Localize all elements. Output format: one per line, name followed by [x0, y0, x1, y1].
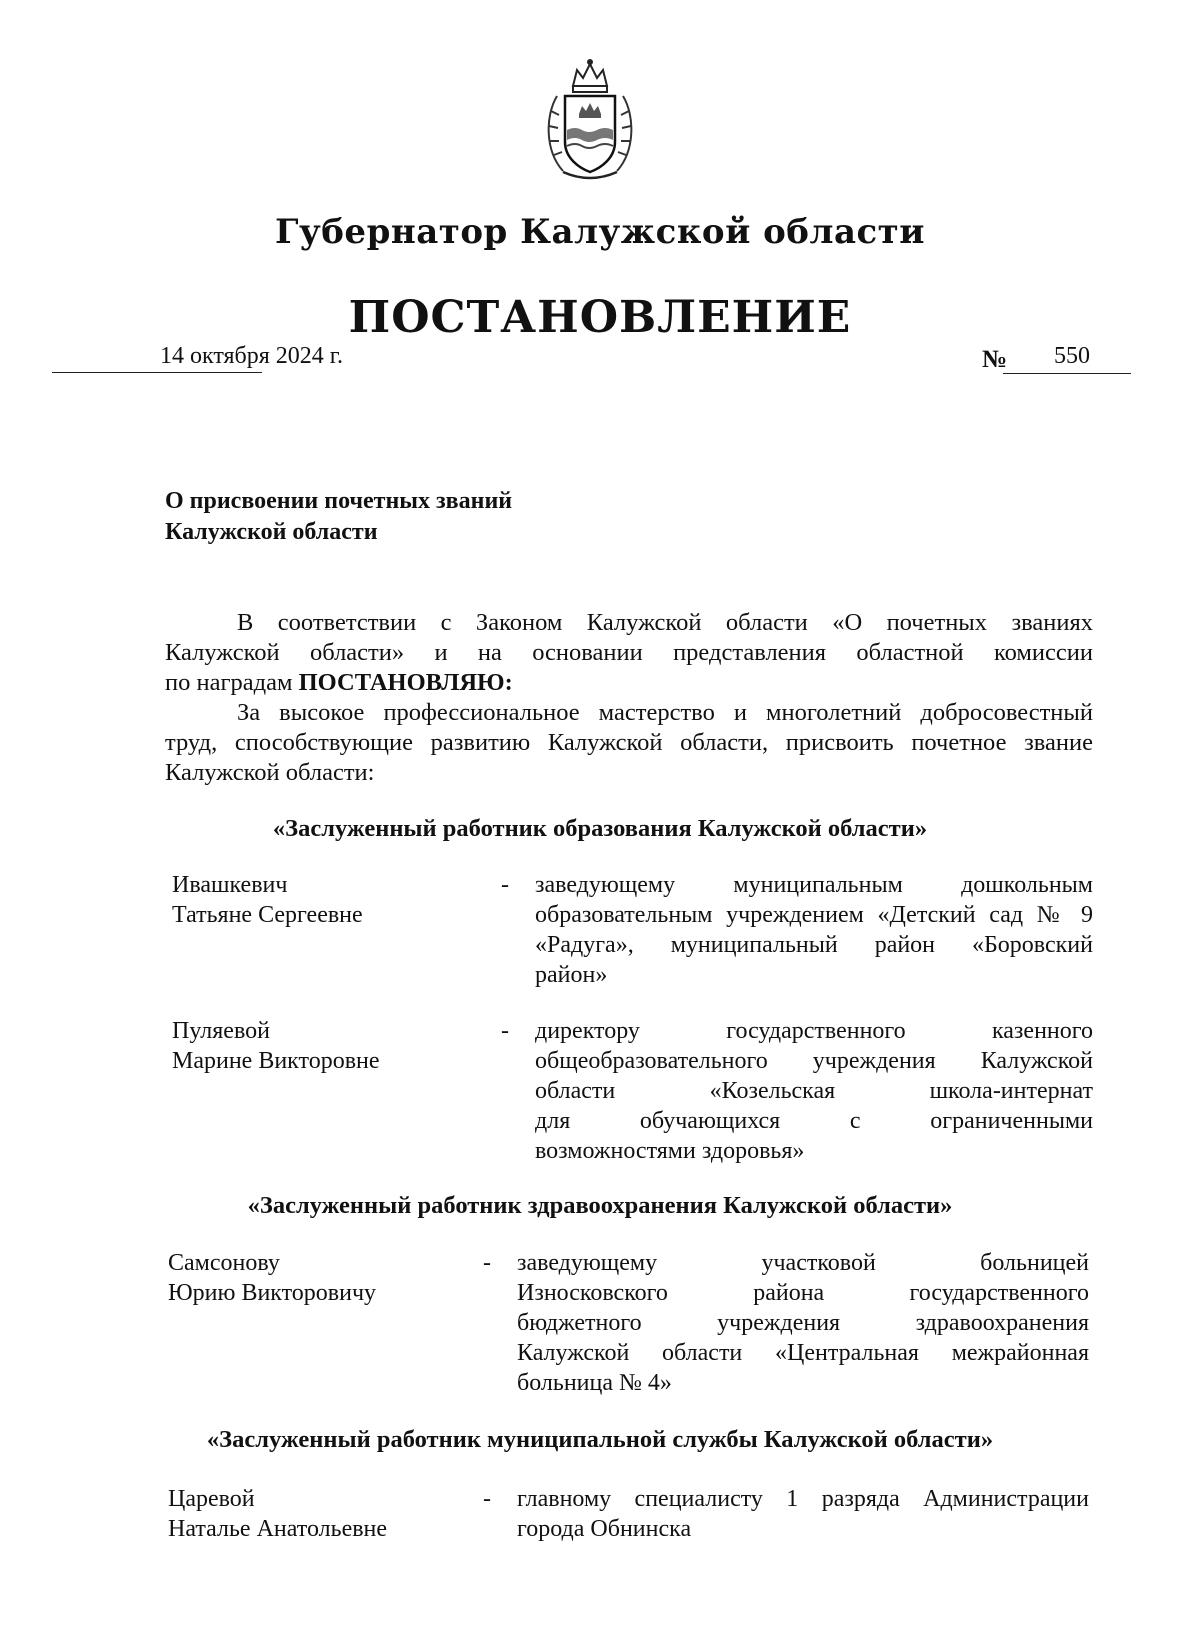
awardee-position	[517, 1248, 1089, 1398]
coat-of-arms-emblem	[535, 56, 645, 184]
honorary-title-heading: «Заслуженный работник муниципальной службы Калужской области»	[206, 1426, 994, 1453]
decree-word: ПОСТАНОВЛЯЮ:	[298, 669, 513, 696]
position-line: возможностями здоровья»	[535, 1138, 805, 1164]
position-line: Калужской области «Центральная межрайонная	[517, 1340, 1089, 1366]
number-label: №	[982, 346, 1008, 373]
position-line: города Обнинска	[517, 1516, 692, 1542]
paragraph-line: За высокое профессиональное мастерство и многолетний добросовестный	[237, 699, 1093, 726]
position-line: директору государственного казенного	[535, 1018, 1093, 1044]
subject-line: Калужской области	[165, 519, 378, 545]
awardee-name	[168, 1484, 387, 1544]
position-line: Износковского района государственного	[517, 1280, 1089, 1306]
surname: Самсонову	[168, 1250, 280, 1276]
document-type: ПОСТАНОВЛЕНИЕ	[348, 292, 852, 343]
awardee-position	[535, 1016, 1093, 1166]
surname: Пуляевой	[172, 1018, 270, 1044]
document-date: 14 октября 2024 г.	[160, 343, 343, 369]
position-line: район»	[535, 962, 608, 988]
awardee-name	[168, 1248, 376, 1308]
awardee-name	[172, 1016, 380, 1076]
position-line: общеобразовательного учреждения Калужской	[535, 1048, 1093, 1074]
separator-dash: -	[483, 1250, 491, 1276]
subject-line: О присвоении почетных званий	[165, 488, 513, 514]
preamble-line	[165, 668, 1093, 698]
position-line: для обучающихся с ограниченными	[535, 1108, 1093, 1134]
number-underline	[1003, 373, 1131, 374]
honorary-title-heading: «Заслуженный работник образования Калужской области»	[272, 815, 928, 842]
document-subject	[165, 486, 512, 548]
awardee-name	[172, 870, 363, 930]
awardee-position	[535, 870, 1093, 990]
awardee-position	[517, 1484, 1089, 1544]
paragraph-line: труд, способствующие развитию Калужской области, присвоить почетное звание	[165, 729, 1093, 756]
preamble-paragraph	[165, 608, 1093, 698]
position-line: заведующему участковой больницей	[517, 1250, 1089, 1276]
position-line: области «Козельская школа-интернат	[535, 1078, 1093, 1104]
issuing-authority: Губернатор Калужской области	[275, 212, 925, 252]
date-underline	[52, 372, 262, 373]
position-line: «Радуга», муниципальный район «Боровский	[535, 932, 1093, 958]
paragraph-line: Калужской области:	[165, 759, 375, 786]
document-number: 550	[1054, 343, 1090, 369]
award-paragraph	[165, 698, 1093, 788]
preamble-line: В соответствии с Законом Калужской области «О почетных званиях	[237, 609, 1093, 636]
position-line: бюджетного учреждения здравоохранения	[517, 1310, 1089, 1336]
separator-dash: -	[501, 872, 509, 898]
position-line: главному специалисту 1 разряда Администрации	[517, 1486, 1089, 1512]
honorary-title-heading: «Заслуженный работник здравоохранения Калужской области»	[247, 1192, 953, 1219]
given-names: Юрию Викторовичу	[168, 1280, 377, 1306]
given-names: Марине Викторовне	[172, 1048, 380, 1074]
separator-dash: -	[483, 1486, 491, 1512]
surname: Царевой	[168, 1486, 255, 1512]
given-names: Татьяне Сергеевне	[172, 902, 363, 928]
separator-dash: -	[501, 1018, 509, 1044]
position-line: образовательным учреждением «Детский сад № 9	[535, 902, 1093, 928]
given-names: Наталье Анатольевне	[168, 1516, 388, 1542]
preamble-text: по наградам	[165, 669, 299, 696]
position-line: больница № 4»	[517, 1370, 672, 1396]
preamble-line: Калужской области» и на основании представления областной комиссии	[165, 639, 1093, 666]
surname: Ивашкевич	[172, 872, 288, 898]
position-line: заведующему муниципальным дошкольным	[535, 872, 1093, 898]
